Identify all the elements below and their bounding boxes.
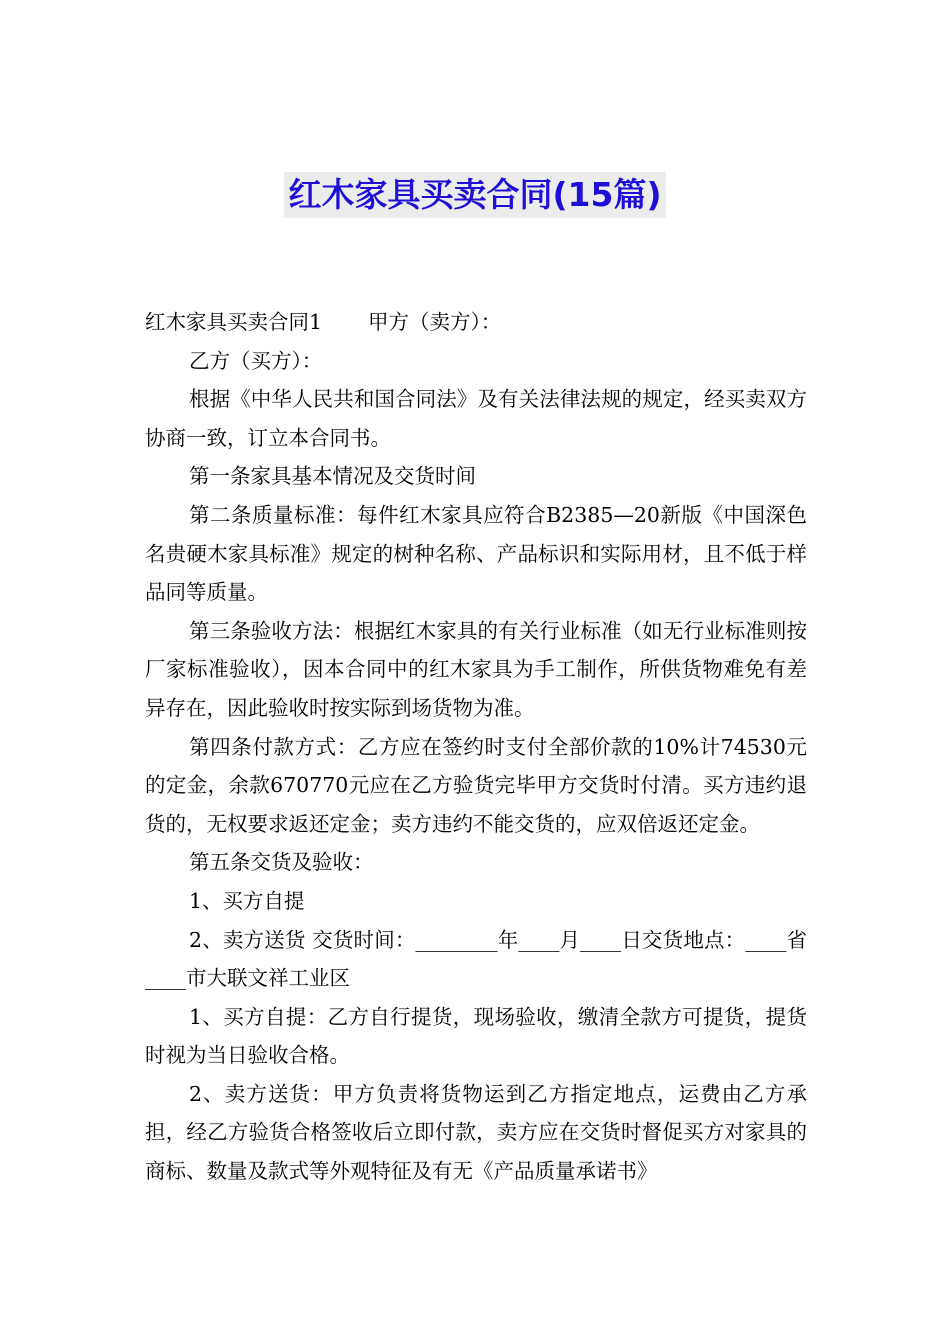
document-body (145, 303, 807, 1191)
contract-number: 红木家具买卖合同1 (145, 310, 323, 334)
article-2: 第二条质量标准：每件红木家具应符合B2385—20新版《中国深色名贵硬木家具标准》规定的树种名称、产品标识和实际用材，且不低于样品同等质量。 (145, 502, 807, 605)
item-1-detail: 1、买方自提：乙方自行提货，现场验收，缴清全款方可提货，提货时视为当日验收合格。 (145, 1004, 807, 1068)
document-title-wrap (0, 172, 950, 218)
item-1: 1、买方自提 (189, 888, 305, 913)
item-2-detail: 2、卖方送货：甲方负责将货物运到乙方指定地点，运费由乙方承担，经乙方验货合格签收后立即付款，卖方应在交货时督促买方对家具的商标、数量及款式等外观特征及有无《产品质量承诺书》 (145, 1081, 807, 1184)
article-4: 第四条付款方式：乙方应在签约时支付全部价款的10%计74530元的定金，余款670770元应在乙方验货完毕甲方交货时付清。买方违约退货的，无权要求返还定金；卖方违约不能交货的，应双倍返还定金。 (145, 734, 807, 836)
party-a: 甲方（卖方）： (368, 310, 502, 334)
preamble: 根据《中华人民共和国合同法》及有关法律法规的规定，经买卖双方协商一致，订立本合同书。 (145, 387, 807, 450)
article-5: 第五条交货及验收： (189, 850, 374, 875)
first-line (145, 303, 807, 342)
article-1: 第一条家具基本情况及交货时间 (189, 464, 476, 489)
article-3: 第三条验收方法：根据红木家具的有关行业标准（如无行业标准则按厂家标准验收），因本合同中的红木家具为手工制作，所供货物难免有差异存在，因此验收时按实际到场货物为准。 (145, 618, 807, 720)
party-b: 乙方（买方）： (189, 348, 323, 373)
document-title: 红木家具买卖合同(15篇) (284, 172, 665, 218)
item-2: 2、卖方送货 交货时间：________年____月____日交货地点：____省____市大联文祥工业区 (145, 927, 807, 991)
